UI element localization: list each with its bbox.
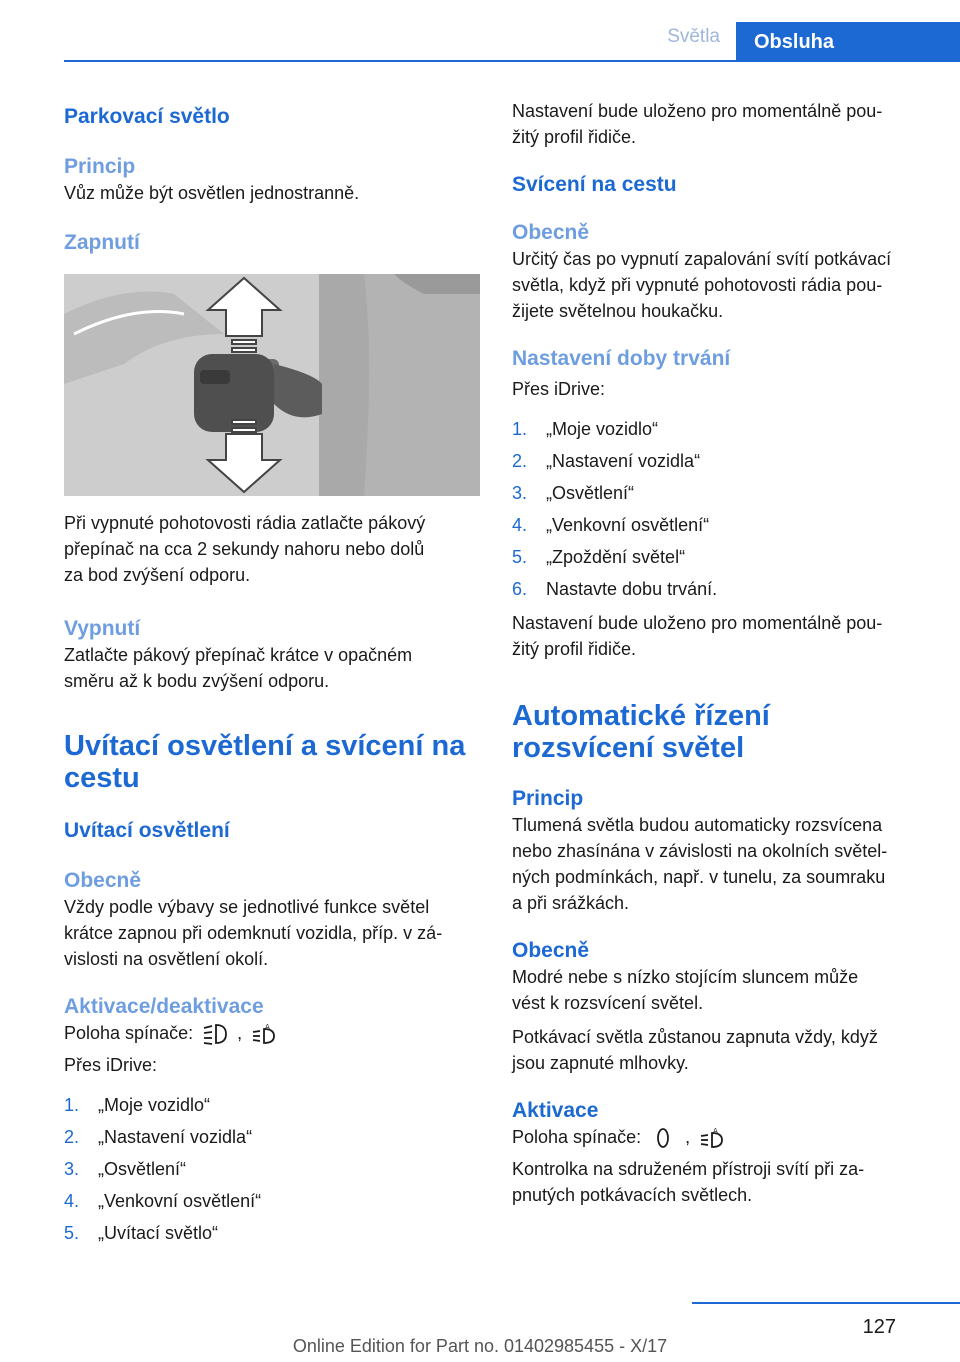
footer-rule [692, 1302, 960, 1304]
general-text-2: krátce zapnou při odemknutí vozidla, příp. v zá‐ [64, 923, 443, 943]
indicator-text-1: Kontrolka na sdruženém přístroji svítí při za‐ [512, 1159, 865, 1179]
principle-text: Vůz může být osvětlen jednostranně. [64, 183, 360, 203]
switch-off-text-2: směru až k bodu zvýšení odporu. [64, 671, 330, 691]
subheading-activation: Aktivace/deaktivace [64, 995, 264, 1018]
section-heading-auto-1: Automatické řízení [512, 700, 770, 732]
general-text-3: Potkávací světla zůstanou zapnuta vždy, když [512, 1027, 878, 1047]
list-item [64, 1220, 480, 1252]
header-section-label: Světla [667, 26, 720, 47]
step-text: „Nastavení vozidla“ [98, 1127, 253, 1147]
principle-text-3: ných podmínkách, např. v tunelu, za soumraku [512, 867, 886, 887]
principle-text-1: Tlumená světla budou automaticky rozsvícena [512, 815, 883, 835]
subheading-duration: Nastavení doby trvání [512, 347, 731, 370]
principle-text-2: nebo zhasínána v závislosti na okolních světel‐ [512, 841, 888, 861]
switch-on-text-2: přepínač na cca 2 sekundy nahoru nebo dolů [64, 539, 425, 559]
turn-signal-lever-photo [64, 274, 480, 496]
list-item [512, 480, 928, 512]
general-text-1: Modré nebe s nízko stojícím sluncem může [512, 967, 859, 987]
section-heading-auto-2: rozsvícení světel [512, 732, 745, 764]
saved2-text-1: Nastavení bude uloženo pro momentálně pou‐ [512, 613, 883, 633]
steps-list-welcome [64, 1092, 480, 1252]
svg-text:A: A [265, 1023, 270, 1032]
list-item [64, 1124, 480, 1156]
list-item [512, 576, 928, 608]
list-item [64, 1188, 480, 1220]
section-heading-welcome-1: Uvítací osvětlení a svícení na [64, 730, 466, 762]
subheading-general: Obecně [64, 869, 142, 892]
step-text: „Venkovní osvětlení“ [98, 1191, 262, 1211]
step-number: 1. [512, 419, 528, 439]
step-text: „Moje vozidlo“ [546, 419, 659, 439]
switch-off-text-1: Zatlačte pákový přepínač krátce v opačném [64, 645, 413, 665]
step-text: „Moje vozidlo“ [98, 1095, 211, 1115]
general-text-3: vislosti na osvětlení okolí. [64, 949, 269, 969]
svg-text:A: A [713, 1127, 718, 1136]
indicator-text-2: pnutých potkávacích světlech. [512, 1185, 753, 1205]
step-number: 2. [512, 451, 528, 471]
parking-light-icon [202, 1023, 228, 1045]
switch-position-label: Poloha spínače: [512, 1127, 642, 1147]
list-item [512, 448, 928, 480]
switch-on-text-3: za bod zvýšení odporu. [64, 565, 251, 585]
step-number: 4. [64, 1191, 80, 1211]
step-number: 6. [512, 579, 528, 599]
general-text-1: Vždy podle výbavy se jednotlivé funkce světel [64, 897, 430, 917]
switch-position-line [512, 1124, 928, 1150]
subheading-welcome-light: Uvítací osvětlení [64, 819, 230, 842]
subheading-road-light: Svícení na cestu [512, 173, 677, 196]
step-number: 5. [64, 1223, 80, 1243]
principle-text-4: a při srážkách. [512, 893, 630, 913]
step-text: „Zpoždění světel“ [546, 547, 686, 567]
right-column [512, 98, 928, 1208]
section-heading-welcome-2: cestu [64, 762, 140, 794]
saved2-text-2: žitý profil řidiče. [512, 639, 637, 659]
step-number: 1. [64, 1095, 80, 1115]
step-text: „Osvětlení“ [546, 483, 635, 503]
step-number: 2. [64, 1127, 80, 1147]
saved-text-1: Nastavení bude uloženo pro momentálně pou‐ [512, 101, 883, 121]
step-number: 3. [64, 1159, 80, 1179]
auto-light-icon [699, 1127, 725, 1149]
step-text: „Uvítací světlo“ [98, 1223, 219, 1243]
step-number: 5. [512, 547, 528, 567]
auto-light-icon [251, 1023, 277, 1045]
road-general-text-3: žijete světelnou houkačku. [512, 301, 724, 321]
comma-separator: , [685, 1127, 691, 1147]
idrive-label: Přes iDrive: [64, 1055, 158, 1075]
list-item [512, 416, 928, 448]
subheading-switch-on: Zapnutí [64, 231, 140, 254]
general-text-4: jsou zapnuté mlhovky. [512, 1053, 689, 1073]
lever-illustration [64, 274, 480, 496]
subheading-switch-off: Vypnutí [64, 617, 141, 640]
general-text-2: vést k rozsvícení světel. [512, 993, 704, 1013]
switch-position-label: Poloha spínače: [64, 1023, 194, 1043]
road-general-text-2: světla, když při vypnuté pohotovosti rádia pou‐ [512, 275, 883, 295]
list-item [64, 1156, 480, 1188]
step-text: „Nastavení vozidla“ [546, 451, 701, 471]
subheading-activation: Aktivace [512, 1099, 599, 1122]
saved-text-2: žitý profil řidiče. [512, 127, 637, 147]
page-number: 127 [862, 1316, 896, 1338]
idrive-label: Přes iDrive: [512, 379, 606, 399]
list-item [64, 1092, 480, 1124]
left-column [64, 98, 480, 1252]
step-number: 3. [512, 483, 528, 503]
header-rule [64, 60, 960, 62]
subheading-principle: Princip [64, 155, 136, 178]
list-item [512, 512, 928, 544]
list-item [512, 544, 928, 576]
subheading-general: Obecně [512, 939, 590, 962]
subheading-road-general: Obecně [512, 221, 590, 244]
step-text: „Venkovní osvětlení“ [546, 515, 710, 535]
switch-position-line [64, 1020, 480, 1046]
header-chapter-tab: Obsluha [736, 22, 960, 62]
step-text: Nastavte dobu trvání. [546, 579, 718, 599]
section-heading-parking: Parkovací světlo [64, 105, 230, 128]
edition-footer: Online Edition for Part no. 01402985455 - X/17 [292, 1336, 668, 1356]
road-general-text-1: Určitý čas po vypnutí zapalování svítí potkávací [512, 249, 892, 269]
steps-list-duration [512, 416, 928, 608]
switch-on-text-1: Při vypnuté pohotovosti rádia zatlačte pákový [64, 513, 426, 533]
step-text: „Osvětlení“ [98, 1159, 187, 1179]
subheading-principle: Princip [512, 787, 584, 810]
comma-separator: , [237, 1023, 243, 1043]
step-number: 4. [512, 515, 528, 535]
light-off-icon [650, 1127, 676, 1149]
